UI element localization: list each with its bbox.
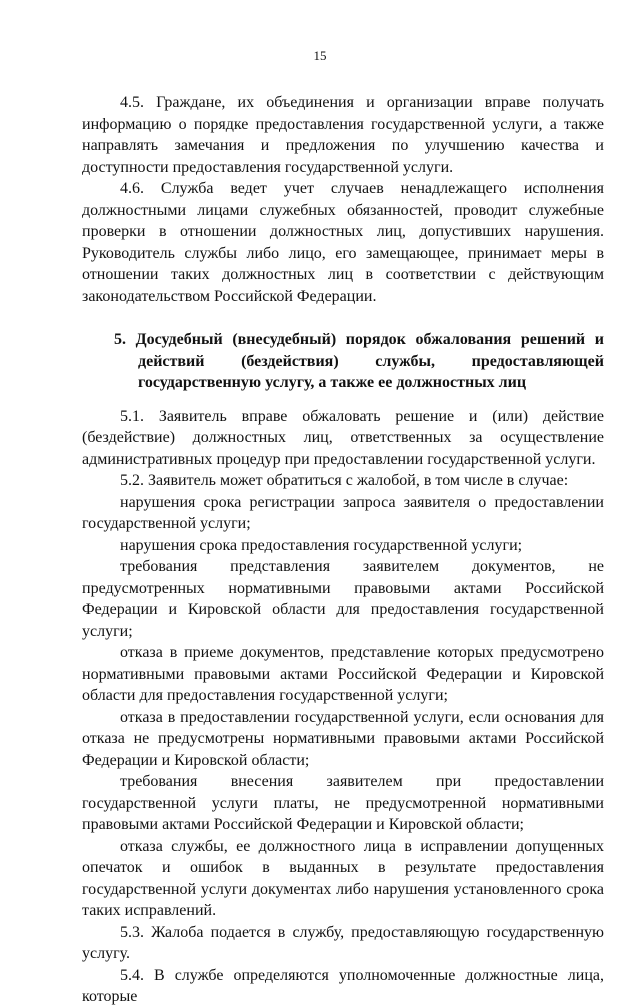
list-item-fee-requirement: требования внесения заявителем при предоставлении государственной услуги платы, не предусмотренной нормативными правовыми актами Российской Федерации и Кировской области; [82, 773, 604, 833]
list-item-registration-term: нарушения срока регистрации запроса заявителя о предоставлении государственной услуги; [82, 493, 604, 532]
document-body [82, 92, 604, 1008]
paragraph-5-3: 5.3. Жалоба подается в службу, предоставляющую государственную услугу. [82, 923, 604, 962]
paragraph-4-6: 4.6. Служба ведет учет случаев ненадлежащего исполнения должностными лицами служебных обязанностей, проводит служебные проверки в отношении должностных лиц, допустивших нарушения. Руководитель службы либо лицо, его замещающее, принимает меры в отношении таких должностных лиц в соответствии с действующим законодательством Российской Федерации. [82, 180, 604, 305]
list-item-extra-documents: требования представления заявителем документов, не предусмотренных нормативными правовыми актами Российской Федерации и Кировской области для предоставления государственной услуги; [82, 558, 604, 640]
paragraph-5-4: 5.4. В службе определяются уполномоченные должностные лица, которые [82, 966, 604, 1005]
list-item-refusal-provision: отказа в предоставлении государственной услуги, если основания для отказа не предусмотрены нормативными правовыми актами Российской Федерации и Кировской области; [82, 708, 604, 769]
paragraph-5-1: 5.1. Заявитель вправе обжаловать решение и (или) действие (бездействие) должностных лиц, ответственных за осуществление административных процедур при предоставлении государственной услуги. [82, 407, 604, 468]
list-item-provision-term: нарушения срока предоставления государственной услуги; [120, 536, 523, 554]
section-5-heading: 5. Досудебный (внесудебный) порядок обжалования решений и действий (бездействия) службы, предоставляющей государственную услугу, а также ее должностных лиц [114, 331, 604, 391]
list-item-correction-refusal: отказа службы, ее должностного лица в исправлении допущенных опечаток и ошибок в выданных в результате предоставления государственной услуги документах либо нарушения установленного срока таких исправлений. [82, 837, 604, 919]
paragraph-5-2: 5.2. Заявитель может обратиться с жалобой, в том числе в случае: [120, 472, 569, 489]
paragraph-4-5: 4.5. Граждане, их объединения и организации вправе получать информацию о порядке предоставления государственной услуги, а также направлять замечания и предложения по улучшению качества и доступности предоставления государственной услуги. [82, 94, 604, 176]
page-number: 15 [313, 48, 327, 63]
list-item-refusal-acceptance: отказа в приеме документов, представление которых предусмотрено нормативными правовыми актами Российской Федерации и Кировской области для предоставления государственной услуги; [82, 644, 604, 704]
